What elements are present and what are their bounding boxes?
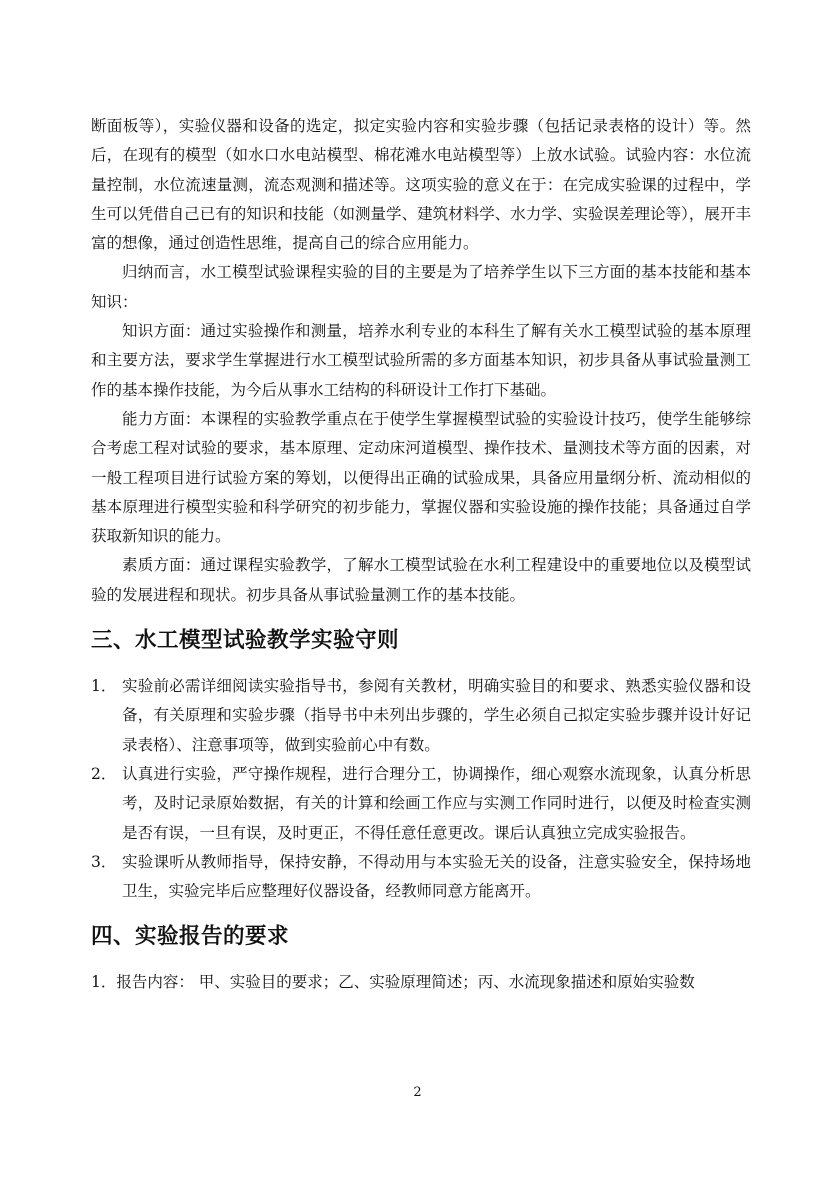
page-number: 2 xyxy=(413,1085,422,1100)
continuation-paragraph: 断面板等），实验仪器和设备的选定，拟定实验内容和实验步骤（包括记录表格的设计）等。然后，在现有的模型（如水口水电站模型、棉花滩水电站模型等）上放水试验。试验内容：水位流量控制，水位流速量测，流态观测和描述等。这项实验的意义在于：在完成实验课的过程中，学生可以凭借自己已有的知识和技能（如测量学、建筑材料学、水力学、实验误差理论等），展开丰富的想像，通过创造性思维，提高自己的综合应用能力。 xyxy=(91,117,751,253)
rules-list xyxy=(91,672,751,906)
rule-number: 1． xyxy=(91,677,117,696)
summary-paragraph: 归纳而言，水工模型试验课程实验的目的主要是为了培养学生以下三方面的基本技能和基本知识： xyxy=(91,263,751,311)
ability-paragraph: 能力方面：本课程的实验教学重点在于使学生掌握模型试验的实验设计技巧，使学生能够综合考虑工程对试验的要求，基本原理、定动床河道模型、操作技术、量测技术等方面的因素，对一般工程项目进行试验方案的筹划，以便得出正确的试验成果，具备应用量纲分析、流动相似的基本原理进行模型实验和科学研究的初步能力，掌握仪器和实验设施的操作技能；具备通过自学获取新知识的能力。 xyxy=(91,409,751,546)
rule-number: 3． xyxy=(91,852,117,871)
section-heading-report: 四、实验报告的要求 xyxy=(91,924,290,950)
page-content xyxy=(91,112,751,998)
rule-number: 2． xyxy=(91,764,117,783)
rule-text: 实验课听从教师指导，保持安静，不得动用与本实验无关的设备，注意实验安全，保持场地卫生，实验完毕后应整理好仪器设备，经教师同意方能离开。 xyxy=(122,852,751,901)
report-content-item: 1．报告内容： 甲、实验目的要求；乙、实验原理简述；丙、水流现象描述和原始实验数 xyxy=(91,973,695,992)
rule-item xyxy=(91,672,751,760)
section-heading-rules: 三、水工模型试验教学实验守则 xyxy=(91,628,400,654)
rule-item xyxy=(91,848,751,907)
rule-text: 认真进行实验，严守操作规程，进行合理分工，协调操作，细心观察水流现象，认真分析思考，及时记录原始数据，有关的计算和绘画工作应与实测工作同时进行，以便及时检查实测是否有误，一旦有误，及时更正，不得任意任意更改。课后认真独立完成实验报告。 xyxy=(122,764,751,842)
rule-item xyxy=(91,760,751,848)
rule-text: 实验前必需详细阅读实验指导书，参阅有关教材，明确实验目的和要求、熟悉实验仪器和设备，有关原理和实验步骤（指导书中未列出步骤的，学生必须自己拟定实验步骤并设计好记录表格）、注意事项等，做到实验前心中有数。 xyxy=(122,677,751,754)
quality-paragraph: 素质方面：通过课程实验教学，了解水工模型试验在水利工程建设中的重要地位以及模型试验的发展进程和现状。初步具备从事试验量测工作的基本技能。 xyxy=(91,556,751,604)
knowledge-paragraph: 知识方面：通过实验操作和测量，培养水利专业的本科生了解有关水工模型试验的基本原理和主要方法，要求学生掌握进行水工模型试验所需的多方面基本知识，初步具备从事试验量测工作的基本操作技能，为今后从事水工结构的科研设计工作打下基础。 xyxy=(91,322,751,399)
